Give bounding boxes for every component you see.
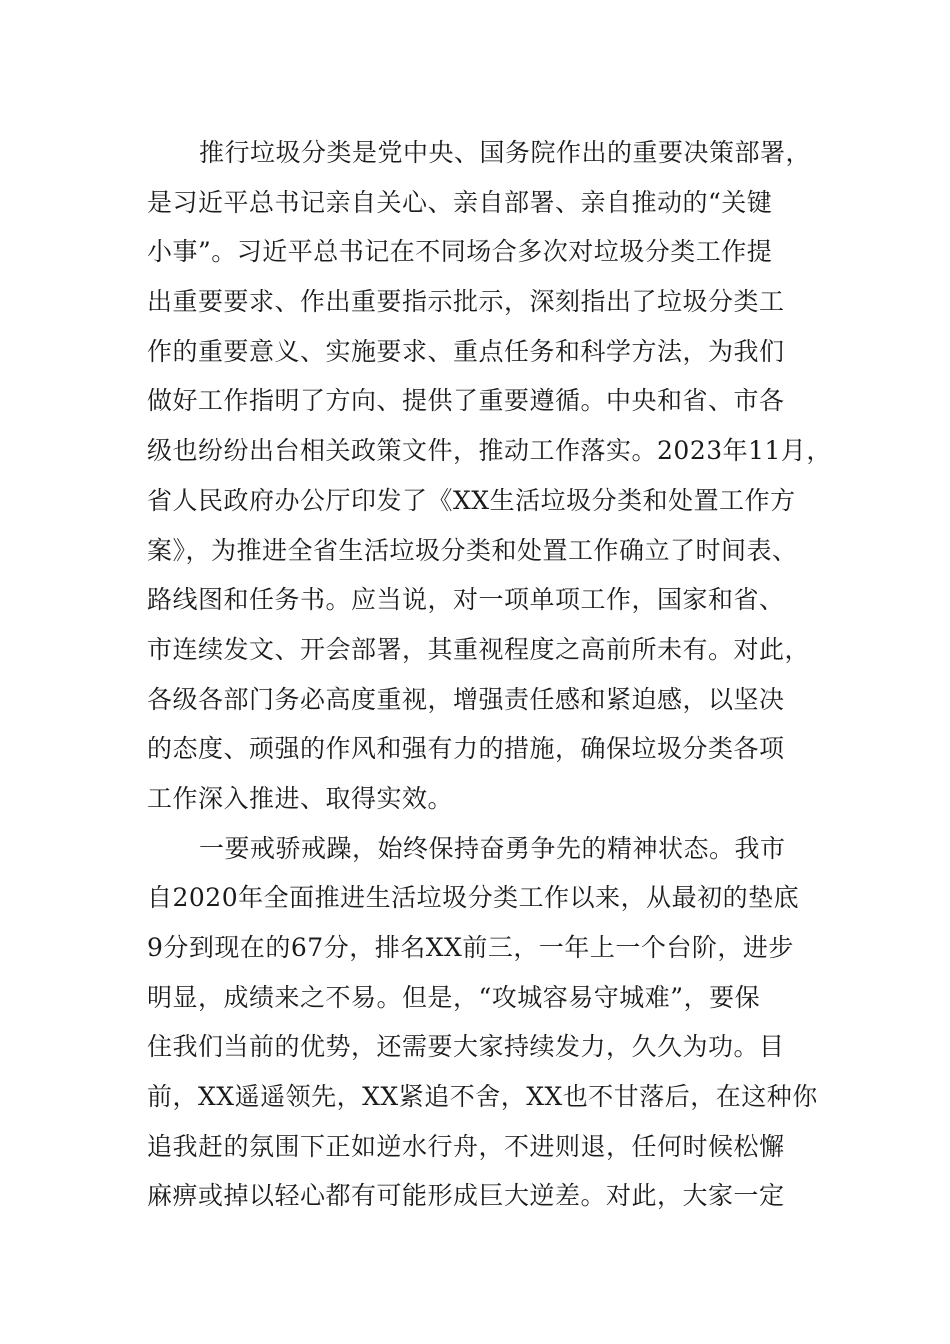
text-line: 省人民政府办公厅印发了《XX生活垃圾分类和处置工作方 bbox=[147, 485, 796, 515]
text-line: 追我赶的氛围下正如逆水行舟，不进则退，任何时候松懈 bbox=[147, 1131, 785, 1161]
text-line: 推行垃圾分类是党中央、国务院作出的重要决策部署， bbox=[199, 138, 812, 167]
body-text bbox=[147, 128, 832, 1221]
text-line: 9分到现在的67分，排名XX前三，一年上一个台阶，进步 bbox=[147, 933, 794, 962]
text-line: 级也纷纷出台相关政策文件，推动工作落实。2023年11月， bbox=[147, 436, 832, 466]
text-line: 住我们当前的优势，还需要大家持续发力，久久为功。目 bbox=[147, 1032, 785, 1062]
text-line: 作的重要意义、实施要求、重点任务和科学方法，为我们 bbox=[147, 336, 785, 366]
text-line: 案》，为推进全省生活垃圾分类和处置工作确立了时间表、 bbox=[147, 535, 798, 565]
text-line: 一要戒骄戒躁，始终保持奋勇争先的精神状态。我市 bbox=[199, 833, 786, 863]
text-line: 工作深入推进、取得实效。 bbox=[147, 783, 454, 813]
text-line: 小事”。习近平总书记在不同场合多次对垃圾分类工作提 bbox=[147, 237, 773, 267]
paragraph-2 bbox=[147, 824, 817, 1222]
text-line: 的态度、顽强的作风和强有力的措施，确保垃圾分类各项 bbox=[147, 734, 785, 764]
paragraph-1 bbox=[147, 128, 832, 824]
text-line: 出重要要求、作出重要指示批示，深刻指出了垃圾分类工 bbox=[147, 287, 785, 317]
text-line: 前，XX遥遥领先，XX紧追不舍，XX也不甘落后，在这种你 bbox=[147, 1082, 818, 1112]
text-line: 路线图和任务书。应当说，对一项单项工作，国家和省、 bbox=[147, 585, 785, 615]
text-line: 市连续发文、开会部署，其重视程度之高前所未有。对此， bbox=[147, 634, 811, 664]
text-line: 自2020年全面推进生活垃圾分类工作以来，从最初的垫底 bbox=[147, 883, 800, 913]
text-line: 明显，成绩来之不易。但是，“攻城容易守城难”，要保 bbox=[147, 982, 761, 1012]
text-line: 各级各部门务必高度重视，增强责任感和紧迫感，以坚决 bbox=[147, 684, 785, 714]
text-line: 做好工作指明了方向、提供了重要遵循。中央和省、市各 bbox=[147, 386, 785, 416]
text-line: 是习近平总书记亲自关心、亲自部署、亲自推动的“关键 bbox=[147, 187, 773, 217]
text-line: 麻痹或掉以轻心都有可能形成巨大逆差。对此，大家一定 bbox=[147, 1181, 785, 1211]
